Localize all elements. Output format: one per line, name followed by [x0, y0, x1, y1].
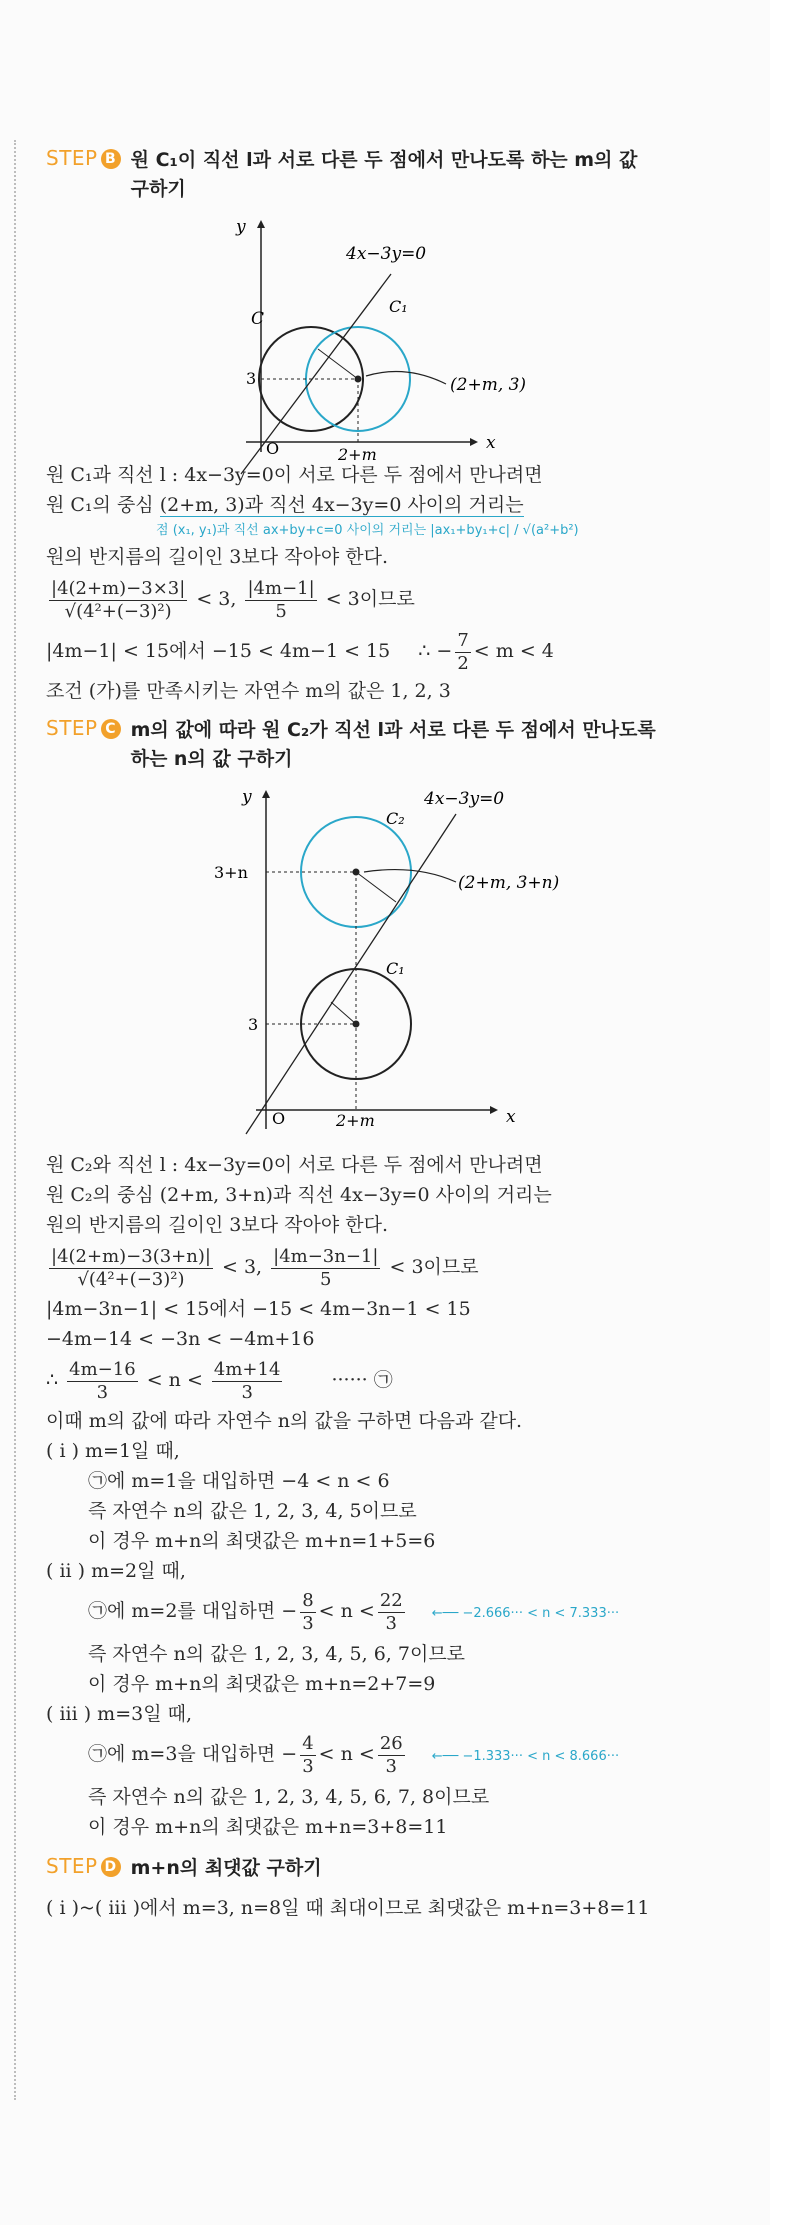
fig1-y-arrow [257, 220, 265, 228]
fig2-y-tick: 3 [248, 1015, 259, 1034]
step-c-letter: C [101, 719, 121, 739]
solution-content [46, 140, 746, 1923]
case-3-a: ㉠에 m=3을 대입하면 − $\frac{4}{3}$ < n < $\frac{26}{3}$ ←── −1.333··· < n < 8.666··· [88, 1732, 620, 1777]
fig2-x-label: x [506, 1107, 516, 1127]
fig1-c1-label: C₁ [389, 297, 408, 316]
c-line-2: 원 C₂의 중심 (2+m, 3+n)과 직선 4x−3y=0 사이의 거리는 [46, 1184, 552, 1206]
case-2-a: ㉠에 m=2를 대입하면 − $\frac{8}{3}$ < n < $\frac{22}{3}$ ←── −2.666··· < n < 7.333··· [88, 1589, 620, 1634]
fig2-c2-label: C₂ [386, 809, 405, 828]
b-line-2b: (2+m, 3)과 직선 4x−3y=0 사이의 거리는 [159, 494, 524, 516]
c-line-7: ∴ $\frac{4m-16}{3}$ < n < $\frac{4m+14}{3}$ ······ ㉠ [46, 1358, 393, 1403]
c-frac-3: $\frac{4m-16}{3}$ [69, 1358, 136, 1403]
step-b-letter: B [101, 149, 121, 169]
fig2-center-c1 [353, 1021, 360, 1028]
step-d-letter: D [101, 1857, 121, 1877]
step-b-title-line1: 원 C₁이 직선 l과 서로 다른 두 점에서 만나도록 하는 m의 값 [130, 149, 638, 171]
case-2-note: ←── −2.666··· < n < 7.333··· [431, 1606, 620, 1621]
c-frac-1: $\frac{|4(2+m)-3(3+n)|}{\text{√(4²+(−3)²)}}$ [51, 1245, 211, 1290]
c-line-5: |4m−3n−1| < 15에서 −15 < 4m−3n−1 < 15 [46, 1298, 471, 1320]
c-line-6: −4m−14 < −3n < −4m+16 [46, 1328, 315, 1350]
b-line-5: |4m−1| < 15에서 −15 < 4m−1 < 15 ∴ − $\frac{7}{2}$ < m < 4 [46, 629, 554, 674]
case-2-b: 즉 자연수 n의 값은 1, 2, 3, 4, 5, 6, 7이므로 [88, 1643, 466, 1665]
fig2-y-tick-top: 3+n [214, 863, 248, 882]
fig2-origin: O [272, 1109, 286, 1128]
fig2-y-arrow [262, 790, 270, 798]
step-c-tag: STEP C [46, 716, 121, 740]
fig1-y-label: y [236, 217, 246, 237]
fig2-line-label: 4x−3y=0 [424, 789, 505, 809]
step-b-heading [46, 146, 746, 204]
b-line-1: 원 C₁과 직선 l : 4x−3y=0이 서로 다른 두 점에서 만나려면 [46, 464, 543, 486]
case-1-c: 이 경우 m+n의 최댓값은 m+n=1+5=6 [88, 1530, 436, 1552]
step-d-heading [46, 1854, 746, 1883]
fig2-center-c2 [353, 869, 360, 876]
fig1-pointer [366, 372, 446, 385]
c-line-4: $\frac{|4(2+m)-3(3+n)|}{\text{√(4²+(−3)²)}}$ < 3, $\frac{|4m-3n-1|}{5}$ < 3이므로 [51, 1245, 479, 1290]
case-3-note: ←── −1.333··· < n < 8.666··· [431, 1749, 620, 1764]
fig2-x-tick: 2+m [336, 1111, 375, 1130]
step-c-title: m의 값에 따라 원 C₂가 직선 l과 서로 다른 두 점에서 만나도록 하는 n의 값 구하기 [130, 719, 656, 770]
step-b-tag: STEP B [46, 146, 121, 170]
b-line-2 [46, 490, 746, 520]
figure-2-graph [46, 784, 746, 1144]
b-frac-3: $\frac{7}{2}$ [457, 629, 469, 674]
distance-formula-hint: 점 (x₁, y₁)과 직선 ax+by+c=0 사이의 거리는 |ax₁+by₁+c| / √(a²+b²) [156, 523, 579, 538]
fig1-y-tick: 3 [246, 369, 257, 388]
b-frac-2: $\frac{|4m-1|}{5}$ [247, 577, 315, 622]
figure-1 [46, 214, 746, 464]
fig1-origin: O [266, 439, 280, 458]
c-frac-2: $\frac{|4m-3n-1|}{5}$ [273, 1245, 379, 1290]
b-line-2a: 원 C₁의 중심 [46, 494, 160, 516]
fig2-x-arrow [490, 1106, 498, 1114]
fig2-line-l [246, 814, 456, 1134]
fig1-center-point [355, 376, 362, 383]
fig1-x-arrow [470, 438, 478, 446]
d-line-1: ( i )~( iii )에서 m=3, n=8일 때 최대이므로 최댓값은 m+n=3+8=11 [46, 1897, 650, 1919]
step-c-heading [46, 716, 746, 774]
case-3-b: 즉 자연수 n의 값은 1, 2, 3, 4, 5, 6, 7, 8이므로 [88, 1786, 490, 1808]
c-line-1: 원 C₂와 직선 l : 4x−3y=0이 서로 다른 두 점에서 만나려면 [46, 1154, 543, 1176]
case-3-head: ( iii ) m=3일 때, [46, 1703, 192, 1725]
case-1-b: 즉 자연수 n의 값은 1, 2, 3, 4, 5이므로 [88, 1500, 417, 1522]
fig2-c1-label: C₁ [386, 959, 405, 978]
fig2-perp-mid [331, 1002, 356, 1024]
step-b-title-line2: 구하기 [130, 178, 186, 200]
case-1-head: ( i ) m=1일 때, [46, 1440, 180, 1462]
b-frac-1: $\frac{|4(2+m)-3\times 3|}{\text{√(4²+(−3)²)}}$ [51, 577, 186, 622]
fig2-perp-top [356, 872, 396, 902]
case-2-c: 이 경우 m+n의 최댓값은 m+n=2+7=9 [88, 1673, 436, 1695]
fig2-y-label: y [242, 787, 252, 807]
b-line-3: 원의 반지름의 길이인 3보다 작아야 한다. [46, 546, 388, 568]
step-b-title [131, 146, 638, 204]
case-3-c: 이 경우 m+n의 최댓값은 m+n=3+8=11 [88, 1816, 448, 1838]
fig1-c-label: C [251, 309, 265, 329]
margin-dotted-line [14, 140, 16, 2100]
step-d-title: m+n의 최댓값 구하기 [130, 1857, 322, 1879]
fig1-x-label: x [486, 433, 496, 453]
b-line-4: $\frac{|4(2+m)-3\times 3|}{\text{√(4²+(−3)²)}}$ < 3, $\frac{|4m-1|}{5}$ < 3이므로 [51, 577, 415, 622]
c-line-8: 이때 m의 값에 따라 자연수 n의 값을 구하면 다음과 같다. [46, 1410, 523, 1432]
case-1-a: ㉠에 m=1을 대입하면 −4 < n < 6 [88, 1470, 390, 1492]
fig1-line-label: 4x−3y=0 [346, 244, 427, 264]
figure-2 [46, 784, 746, 1144]
b-line-6: 조건 (가)를 만족시키는 자연수 m의 값은 1, 2, 3 [46, 680, 451, 702]
step-d-tag: STEP D [46, 1854, 121, 1878]
fig1-line-l [241, 274, 391, 474]
fig2-center-label: (2+m, 3+n) [458, 873, 560, 893]
case-2-head: ( ii ) m=2일 때, [46, 1560, 186, 1582]
fig1-center-label: (2+m, 3) [450, 375, 527, 395]
figure-1-graph [46, 214, 746, 464]
c-line-3: 원의 반지름의 길이인 3보다 작아야 한다. [46, 1214, 388, 1236]
fig1-x-tick: 2+m [338, 445, 377, 464]
c-frac-4: $\frac{4m+14}{3}$ [213, 1358, 281, 1403]
